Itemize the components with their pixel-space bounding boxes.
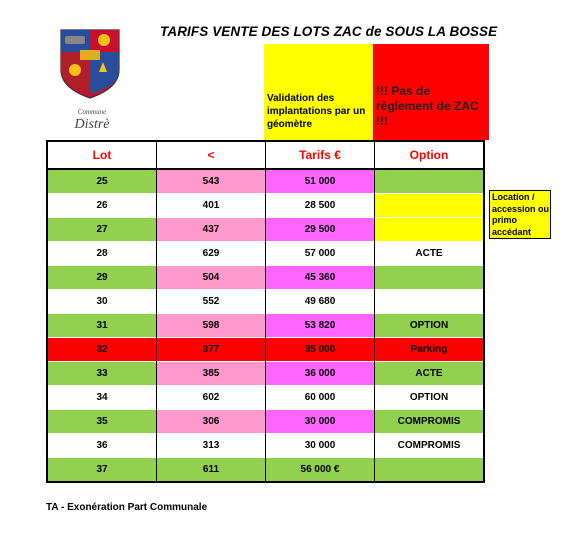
table-row [47, 314, 484, 338]
area-cell: 602 [157, 386, 266, 410]
lot-cell: 32 [47, 338, 157, 362]
table-row [47, 218, 484, 242]
lot-cell: 35 [47, 410, 157, 434]
table-header-row [47, 141, 484, 169]
price-cell: 60 000 [266, 386, 375, 410]
table-row [47, 458, 484, 483]
table-row [47, 386, 484, 410]
lot-cell: 31 [47, 314, 157, 338]
area-cell: 552 [157, 290, 266, 314]
validation-note [264, 44, 373, 140]
area-cell: 306 [157, 410, 266, 434]
footer-note: TA - Exonération Part Communale [46, 502, 208, 513]
lot-cell: 37 [47, 458, 157, 483]
option-cell [375, 458, 485, 483]
table-row [47, 242, 484, 266]
lot-cell: 27 [47, 218, 157, 242]
lot-cell: 34 [47, 386, 157, 410]
lot-cell: 33 [47, 362, 157, 386]
lot-cell: 30 [47, 290, 157, 314]
price-cell: 45 360 [266, 266, 375, 290]
table-row [47, 338, 484, 362]
price-cell: 36 000 [266, 362, 375, 386]
lot-cell: 28 [47, 242, 157, 266]
lot-cell: 26 [47, 194, 157, 218]
option-cell: ACTE [375, 362, 485, 386]
lot-cell: 29 [47, 266, 157, 290]
option-cell: OPTION [375, 314, 485, 338]
area-cell: 504 [157, 266, 266, 290]
option-cell: COMPROMIS [375, 410, 485, 434]
option-cell: Parking [375, 338, 485, 362]
option-cell [375, 266, 485, 290]
tarifs-table [46, 140, 485, 483]
table-row [47, 169, 484, 194]
column-header-option: Option [375, 141, 485, 169]
column-header-lot: Lot [47, 141, 157, 169]
alert-note-text: !!! Pas de règlement de ZAC !!! [376, 84, 479, 128]
area-cell: 437 [157, 218, 266, 242]
price-cell: 53 820 [266, 314, 375, 338]
price-cell: 56 000 € [266, 458, 375, 483]
lot-cell: 25 [47, 169, 157, 194]
table-row [47, 362, 484, 386]
area-cell: 629 [157, 242, 266, 266]
price-cell: 28 500 [266, 194, 375, 218]
option-cell: OPTION [375, 386, 485, 410]
svg-text:Distrè: Distrè [74, 117, 110, 132]
side-note: Location / accession ou primo accédant [489, 190, 551, 239]
table-row [47, 434, 484, 458]
area-cell: 401 [157, 194, 266, 218]
table-row [47, 194, 484, 218]
price-cell: 35 000 [266, 338, 375, 362]
option-cell [375, 169, 485, 194]
area-cell: 313 [157, 434, 266, 458]
price-cell: 51 000 [266, 169, 375, 194]
price-cell: 30 000 [266, 434, 375, 458]
commune-logo [55, 28, 130, 136]
table-row [47, 266, 484, 290]
area-cell: 377 [157, 338, 266, 362]
price-cell: 57 000 [266, 242, 375, 266]
column-header-area: < [157, 141, 266, 169]
area-cell: 543 [157, 169, 266, 194]
lot-cell: 36 [47, 434, 157, 458]
area-cell: 385 [157, 362, 266, 386]
table-row [47, 410, 484, 434]
option-cell [375, 218, 485, 242]
column-header-price: Tarifs € [266, 141, 375, 169]
option-cell: COMPROMIS [375, 434, 485, 458]
validation-note-text: Validation des implantations par un géomètre [267, 93, 366, 130]
alert-note [373, 44, 489, 140]
coat-of-arms-icon [55, 28, 130, 136]
option-cell: ACTE [375, 242, 485, 266]
svg-text:Commune: Commune [77, 108, 107, 116]
price-cell: 49 680 [266, 290, 375, 314]
table-row [47, 290, 484, 314]
area-cell: 598 [157, 314, 266, 338]
price-cell: 30 000 [266, 410, 375, 434]
page-title: TARIFS VENTE DES LOTS ZAC de SOUS LA BOSSE [160, 24, 498, 39]
option-cell [375, 290, 485, 314]
area-cell: 611 [157, 458, 266, 483]
option-cell [375, 194, 485, 218]
price-cell: 29 500 [266, 218, 375, 242]
